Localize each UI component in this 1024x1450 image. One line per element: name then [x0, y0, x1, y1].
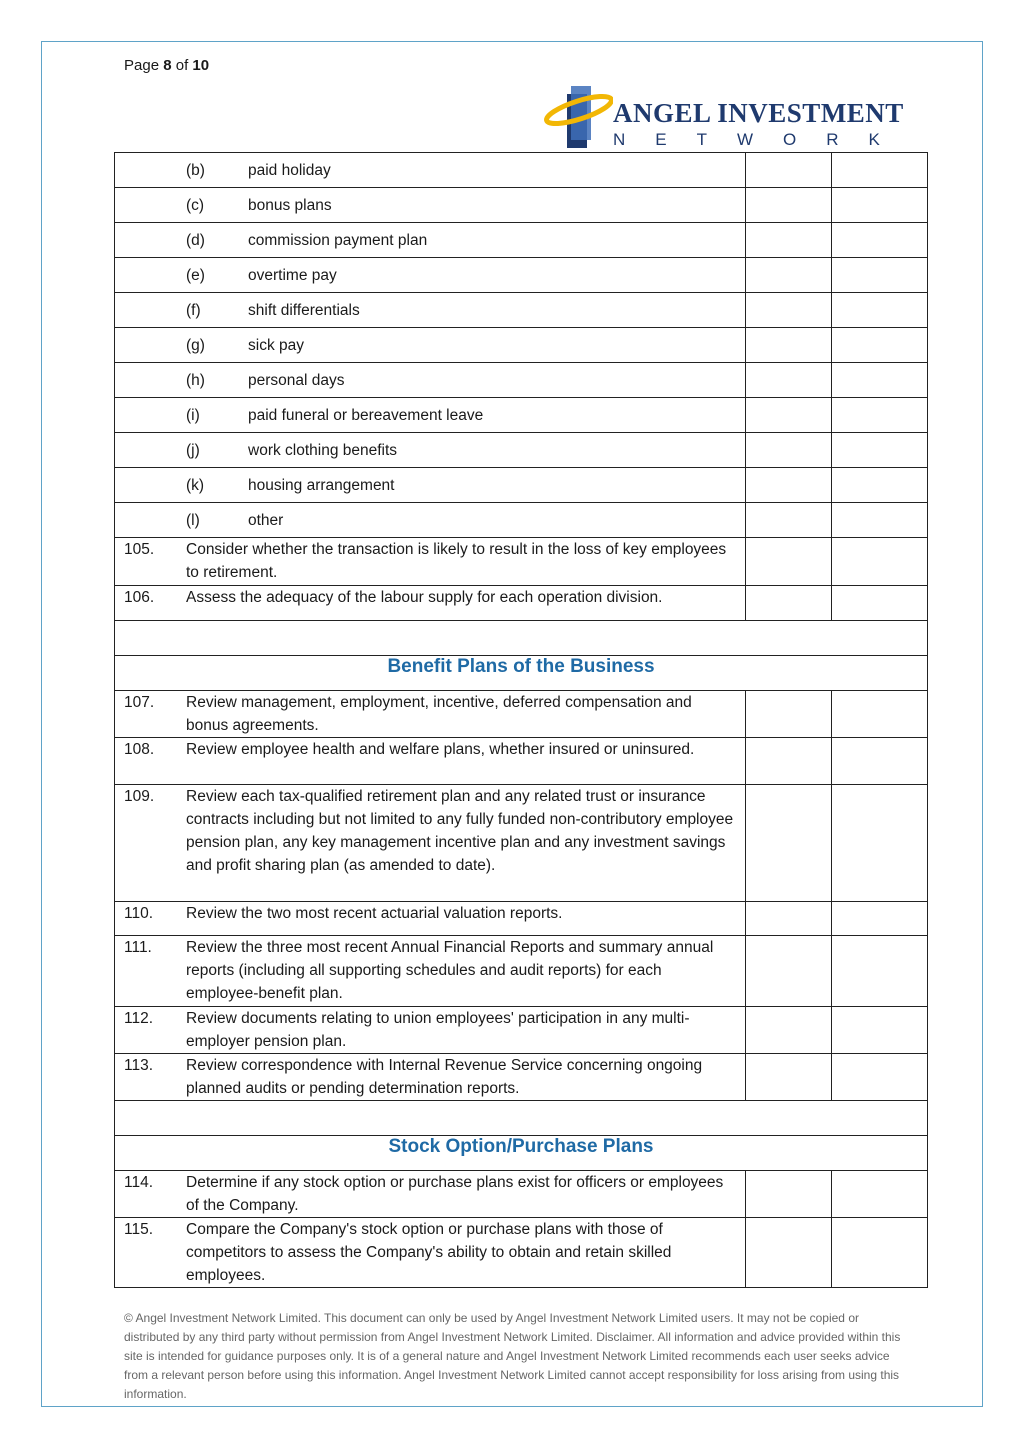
sub-item-text: paid holiday — [248, 162, 331, 179]
table-row — [115, 1054, 928, 1101]
checkbox-cell-1[interactable] — [746, 738, 832, 785]
item-cell — [115, 188, 746, 223]
checkbox-cell-2[interactable] — [832, 433, 928, 468]
table-row — [115, 738, 928, 785]
sub-item-letter: (k) — [186, 477, 205, 494]
item-text: Compare the Company's stock option or purchase plans with those of competitors to assess the Company's ability to obtain and retain skilled employees. — [186, 1221, 672, 1284]
sub-item-letter: (i) — [186, 407, 200, 424]
sub-item-letter: (b) — [186, 162, 205, 179]
item-text: Review the three most recent Annual Financial Reports and summary annual reports (including all supporting schedules and audit reports) for each employee-benefit plan. — [186, 939, 714, 1002]
checkbox-cell-2[interactable] — [832, 691, 928, 738]
table-row — [115, 328, 928, 363]
item-text: Review documents relating to union employees' participation in any multi-employer pension plan. — [186, 1010, 690, 1050]
item-number — [115, 264, 186, 287]
checkbox-cell-2[interactable] — [832, 363, 928, 398]
item-cell — [115, 1007, 746, 1054]
item-number — [115, 439, 186, 462]
checkbox-cell-1[interactable] — [746, 363, 832, 398]
table-row — [115, 153, 928, 188]
checkbox-cell-2[interactable] — [832, 503, 928, 538]
checkbox-cell-1[interactable] — [746, 188, 832, 223]
item-number: 114. — [124, 1174, 154, 1191]
sub-item-text: overtime pay — [248, 267, 337, 284]
blank-cell — [115, 1101, 928, 1136]
table-row — [115, 1171, 928, 1218]
table-row — [115, 1007, 928, 1054]
item-number — [115, 369, 186, 392]
checkbox-cell-1[interactable] — [746, 223, 832, 258]
section-heading-row — [115, 1136, 928, 1171]
sub-item-text: other — [248, 512, 284, 529]
sub-item-text: sick pay — [248, 337, 304, 354]
sub-item-text: shift differentials — [248, 302, 360, 319]
sub-item-letter: (f) — [186, 302, 201, 319]
checklist-table — [114, 152, 928, 1288]
logo-text-line2: NETWORK — [613, 130, 910, 149]
checkbox-cell-2[interactable] — [832, 468, 928, 503]
item-number — [115, 474, 186, 497]
checkbox-cell-1[interactable] — [746, 1007, 832, 1054]
sub-item-letter: (l) — [186, 512, 200, 529]
item-cell — [115, 1054, 746, 1101]
checkbox-cell-1[interactable] — [746, 293, 832, 328]
sub-item-letter: (j) — [186, 442, 200, 459]
table-row — [115, 691, 928, 738]
item-cell — [115, 936, 746, 1007]
item-text: Determine if any stock option or purchase plans exist for officers or employees of the Company. — [186, 1174, 724, 1214]
checkbox-cell-2[interactable] — [832, 902, 928, 936]
checkbox-cell-2[interactable] — [832, 1171, 928, 1218]
item-number — [115, 404, 186, 427]
table-row — [115, 586, 928, 621]
sub-item-letter: (c) — [186, 197, 205, 214]
item-cell — [115, 293, 746, 328]
checkbox-cell-1[interactable] — [746, 468, 832, 503]
item-number — [115, 334, 186, 357]
item-cell — [115, 468, 746, 503]
item-cell — [115, 902, 746, 936]
checkbox-cell-1[interactable] — [746, 691, 832, 738]
checkbox-cell-2[interactable] — [832, 586, 928, 621]
item-cell — [115, 586, 746, 621]
checkbox-cell-2[interactable] — [832, 293, 928, 328]
table-row — [115, 433, 928, 468]
item-number: 108. — [124, 741, 155, 758]
checkbox-cell-2[interactable] — [832, 258, 928, 293]
item-cell — [115, 328, 746, 363]
table-row — [115, 293, 928, 328]
item-text: Review the two most recent actuarial valuation reports. — [186, 905, 563, 922]
sub-item-text: work clothing benefits — [248, 442, 398, 459]
sub-item-text: commission payment plan — [248, 232, 428, 249]
checkbox-cell-2[interactable] — [832, 398, 928, 433]
checkbox-cell-2[interactable] — [832, 936, 928, 1007]
item-number: 115. — [124, 1221, 154, 1238]
checkbox-cell-1[interactable] — [746, 902, 832, 936]
sub-item-text: personal days — [248, 372, 345, 389]
item-cell — [115, 153, 746, 188]
table-row — [115, 363, 928, 398]
sub-item-text: housing arrangement — [248, 477, 395, 494]
item-number: 109. — [124, 788, 155, 805]
item-cell — [115, 1218, 746, 1288]
item-text: Consider whether the transaction is likely to result in the loss of key employees to retirement. — [186, 541, 727, 581]
checkbox-cell-1[interactable] — [746, 433, 832, 468]
item-text: Assess the adequacy of the labour supply for each operation division. — [186, 589, 663, 606]
item-number — [115, 509, 186, 532]
sub-item-text: bonus plans — [248, 197, 332, 214]
item-number: 112. — [124, 1010, 154, 1027]
checkbox-cell-2[interactable] — [832, 538, 928, 586]
checkbox-cell-2[interactable] — [832, 223, 928, 258]
checkbox-cell-2[interactable] — [832, 1054, 928, 1101]
table-row — [115, 785, 928, 902]
item-cell — [115, 258, 746, 293]
footer-disclaimer: © Angel Investment Network Limited. This document can only be used by Angel Investment Network Limited users. It may not be copied or distributed by any third party without permission from Angel Investment Network Limited. Disclaimer. All information and advice provided within this site is intended for guidance purposes only. It is of a general nature and Angel Investment Network Limited recommends each user seeks advice from a relevant person before using this information. Angel Investment Network Limited cannot accept responsibility for loss arising from using this information. — [124, 1311, 901, 1401]
item-number — [115, 299, 186, 322]
item-text: Review each tax-qualified retirement plan and any related trust or insurance contracts including but not limited to any fully funded non-contributory employee pension plan, any key management incentive plan and any investment savings and profit sharing plan (as amended to date). — [186, 788, 734, 874]
table-row — [115, 398, 928, 433]
item-number: 106. — [124, 589, 155, 606]
checkbox-cell-1[interactable] — [746, 538, 832, 586]
checkbox-cell-1[interactable] — [746, 1171, 832, 1218]
sub-item-letter: (g) — [186, 337, 205, 354]
item-cell — [115, 1171, 746, 1218]
item-cell — [115, 738, 746, 785]
section-heading: Benefit Plans of the Business — [115, 656, 928, 691]
table-row — [115, 1218, 928, 1288]
checkbox-cell-1[interactable] — [746, 328, 832, 363]
item-number — [115, 229, 186, 252]
checkbox-cell-1[interactable] — [746, 153, 832, 188]
table-row — [115, 936, 928, 1007]
checkbox-cell-2[interactable] — [832, 153, 928, 188]
item-number: 111. — [124, 939, 152, 956]
item-number: 110. — [124, 905, 154, 922]
item-cell — [115, 363, 746, 398]
checkbox-cell-2[interactable] — [832, 738, 928, 785]
blank-row — [115, 621, 928, 656]
table-row — [115, 223, 928, 258]
item-cell — [115, 503, 746, 538]
checkbox-cell-2[interactable] — [832, 328, 928, 363]
item-number: 113. — [124, 1057, 154, 1074]
checkbox-cell-2[interactable] — [832, 1218, 928, 1288]
table-row — [115, 468, 928, 503]
item-cell — [115, 785, 746, 902]
sub-item-letter: (d) — [186, 232, 205, 249]
checkbox-cell-1[interactable] — [746, 936, 832, 1007]
item-number: 105. — [124, 541, 155, 558]
checkbox-cell-2[interactable] — [832, 785, 928, 902]
checkbox-cell-2[interactable] — [832, 188, 928, 223]
checkbox-cell-1[interactable] — [746, 785, 832, 902]
logo-text-line1: ANGEL INVESTMENT — [613, 98, 904, 128]
item-number — [115, 159, 186, 182]
checkbox-cell-2[interactable] — [832, 1007, 928, 1054]
table-row — [115, 503, 928, 538]
sub-item-text: paid funeral or bereavement leave — [248, 407, 484, 424]
item-cell — [115, 538, 746, 586]
item-number — [115, 194, 186, 217]
table-row — [115, 902, 928, 936]
checkbox-cell-1[interactable] — [746, 258, 832, 293]
section-heading: Stock Option/Purchase Plans — [115, 1136, 928, 1171]
checkbox-cell-1[interactable] — [746, 1218, 832, 1288]
item-number: 107. — [124, 694, 155, 711]
item-cell — [115, 398, 746, 433]
item-cell — [115, 223, 746, 258]
item-cell — [115, 691, 746, 738]
company-logo — [543, 78, 910, 153]
item-text: Review employee health and welfare plans, whether insured or uninsured. — [186, 741, 695, 758]
logo-emblem-icon — [543, 78, 613, 153]
checkbox-cell-1[interactable] — [746, 398, 832, 433]
table-row — [115, 538, 928, 586]
item-text: Review correspondence with Internal Revenue Service concerning ongoing planned audits or pending determination reports. — [186, 1057, 703, 1097]
blank-cell — [115, 621, 928, 656]
item-cell — [115, 433, 746, 468]
section-heading-row — [115, 656, 928, 691]
page-number: Page 8 of 10 — [124, 57, 210, 74]
sub-item-letter: (h) — [186, 372, 205, 389]
item-text: Review management, employment, incentive, deferred compensation and bonus agreements. — [186, 694, 692, 734]
table-row — [115, 188, 928, 223]
checkbox-cell-1[interactable] — [746, 1054, 832, 1101]
checkbox-cell-1[interactable] — [746, 503, 832, 538]
sub-item-letter: (e) — [186, 267, 205, 284]
table-row — [115, 258, 928, 293]
blank-row — [115, 1101, 928, 1136]
checkbox-cell-1[interactable] — [746, 586, 832, 621]
